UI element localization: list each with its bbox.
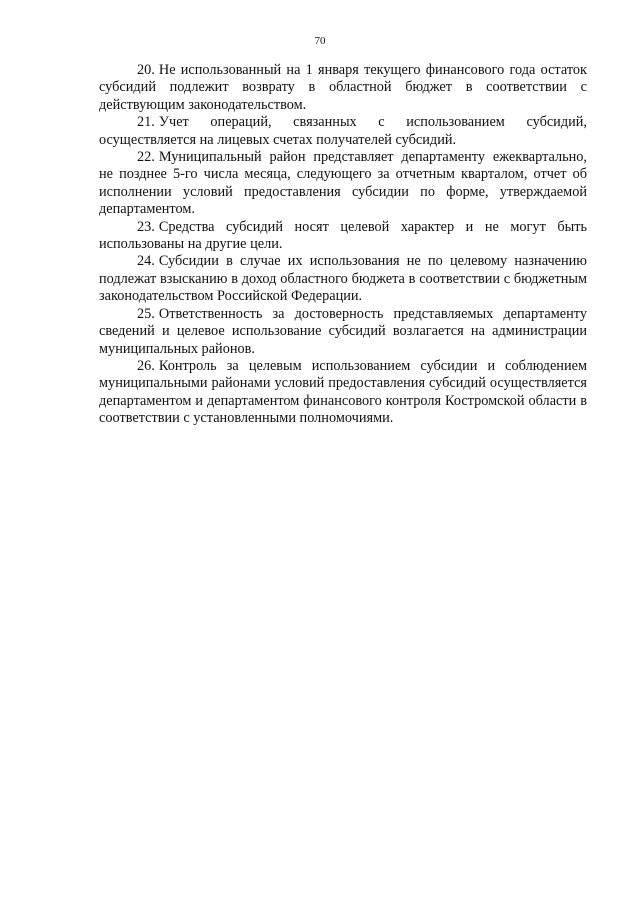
paragraph-text: Учет операций, связанных с использованием субсидий, осуществляется на лицевых счетах получателей субсидий. — [99, 114, 587, 148]
paragraph-text: Контроль за целевым использованием субсидии и соблюдением муниципальными районами условий предоставления субсидий осуществляется департаментом и департаментом финансового контроля Костромской области в соответствии с установленными полномочиями. — [99, 357, 587, 427]
document-body — [99, 62, 587, 428]
paragraph-number: 26. — [137, 357, 155, 374]
paragraph-25 — [99, 306, 587, 358]
paragraph-number: 23. — [137, 218, 155, 235]
paragraph-20 — [99, 62, 587, 114]
paragraph-21 — [99, 114, 587, 149]
paragraph-number: 22. — [137, 149, 155, 166]
paragraph-text: Ответственность за достоверность представляемых департаменту сведений и целевое использование субсидий возлагается на администрации муниципальных районов. — [99, 305, 587, 357]
paragraph-22 — [99, 149, 587, 219]
paragraph-24 — [99, 253, 587, 305]
page-number: 70 — [314, 35, 326, 47]
paragraph-number: 25. — [137, 305, 155, 322]
paragraph-text: Субсидии в случае их использования не по целевому назначению подлежат взысканию в доход областного бюджета в соответствии с бюджетным законодательством Российской Федерации. — [99, 253, 587, 305]
paragraph-text: Муниципальный район представляет департаменту ежеквартально, не позднее 5-го числа месяца, следующего за отчетным кварталом, отчет об исполнении условий предоставления субсидии по форме, утверждаемой департаментом. — [99, 149, 587, 218]
paragraph-23 — [99, 219, 587, 254]
paragraph-26 — [99, 358, 587, 428]
paragraph-number: 21. — [137, 114, 155, 131]
paragraph-number: 20. — [137, 62, 155, 78]
paragraph-text: Средства субсидий носят целевой характер и не могут быть использованы на другие цели. — [99, 218, 587, 253]
paragraph-number: 24. — [137, 253, 155, 270]
paragraph-text: Не использованный на 1 января текущего финансового года остаток субсидий подлежит возврату в областной бюджет в соответствии с действующим законодательством. — [99, 62, 587, 113]
